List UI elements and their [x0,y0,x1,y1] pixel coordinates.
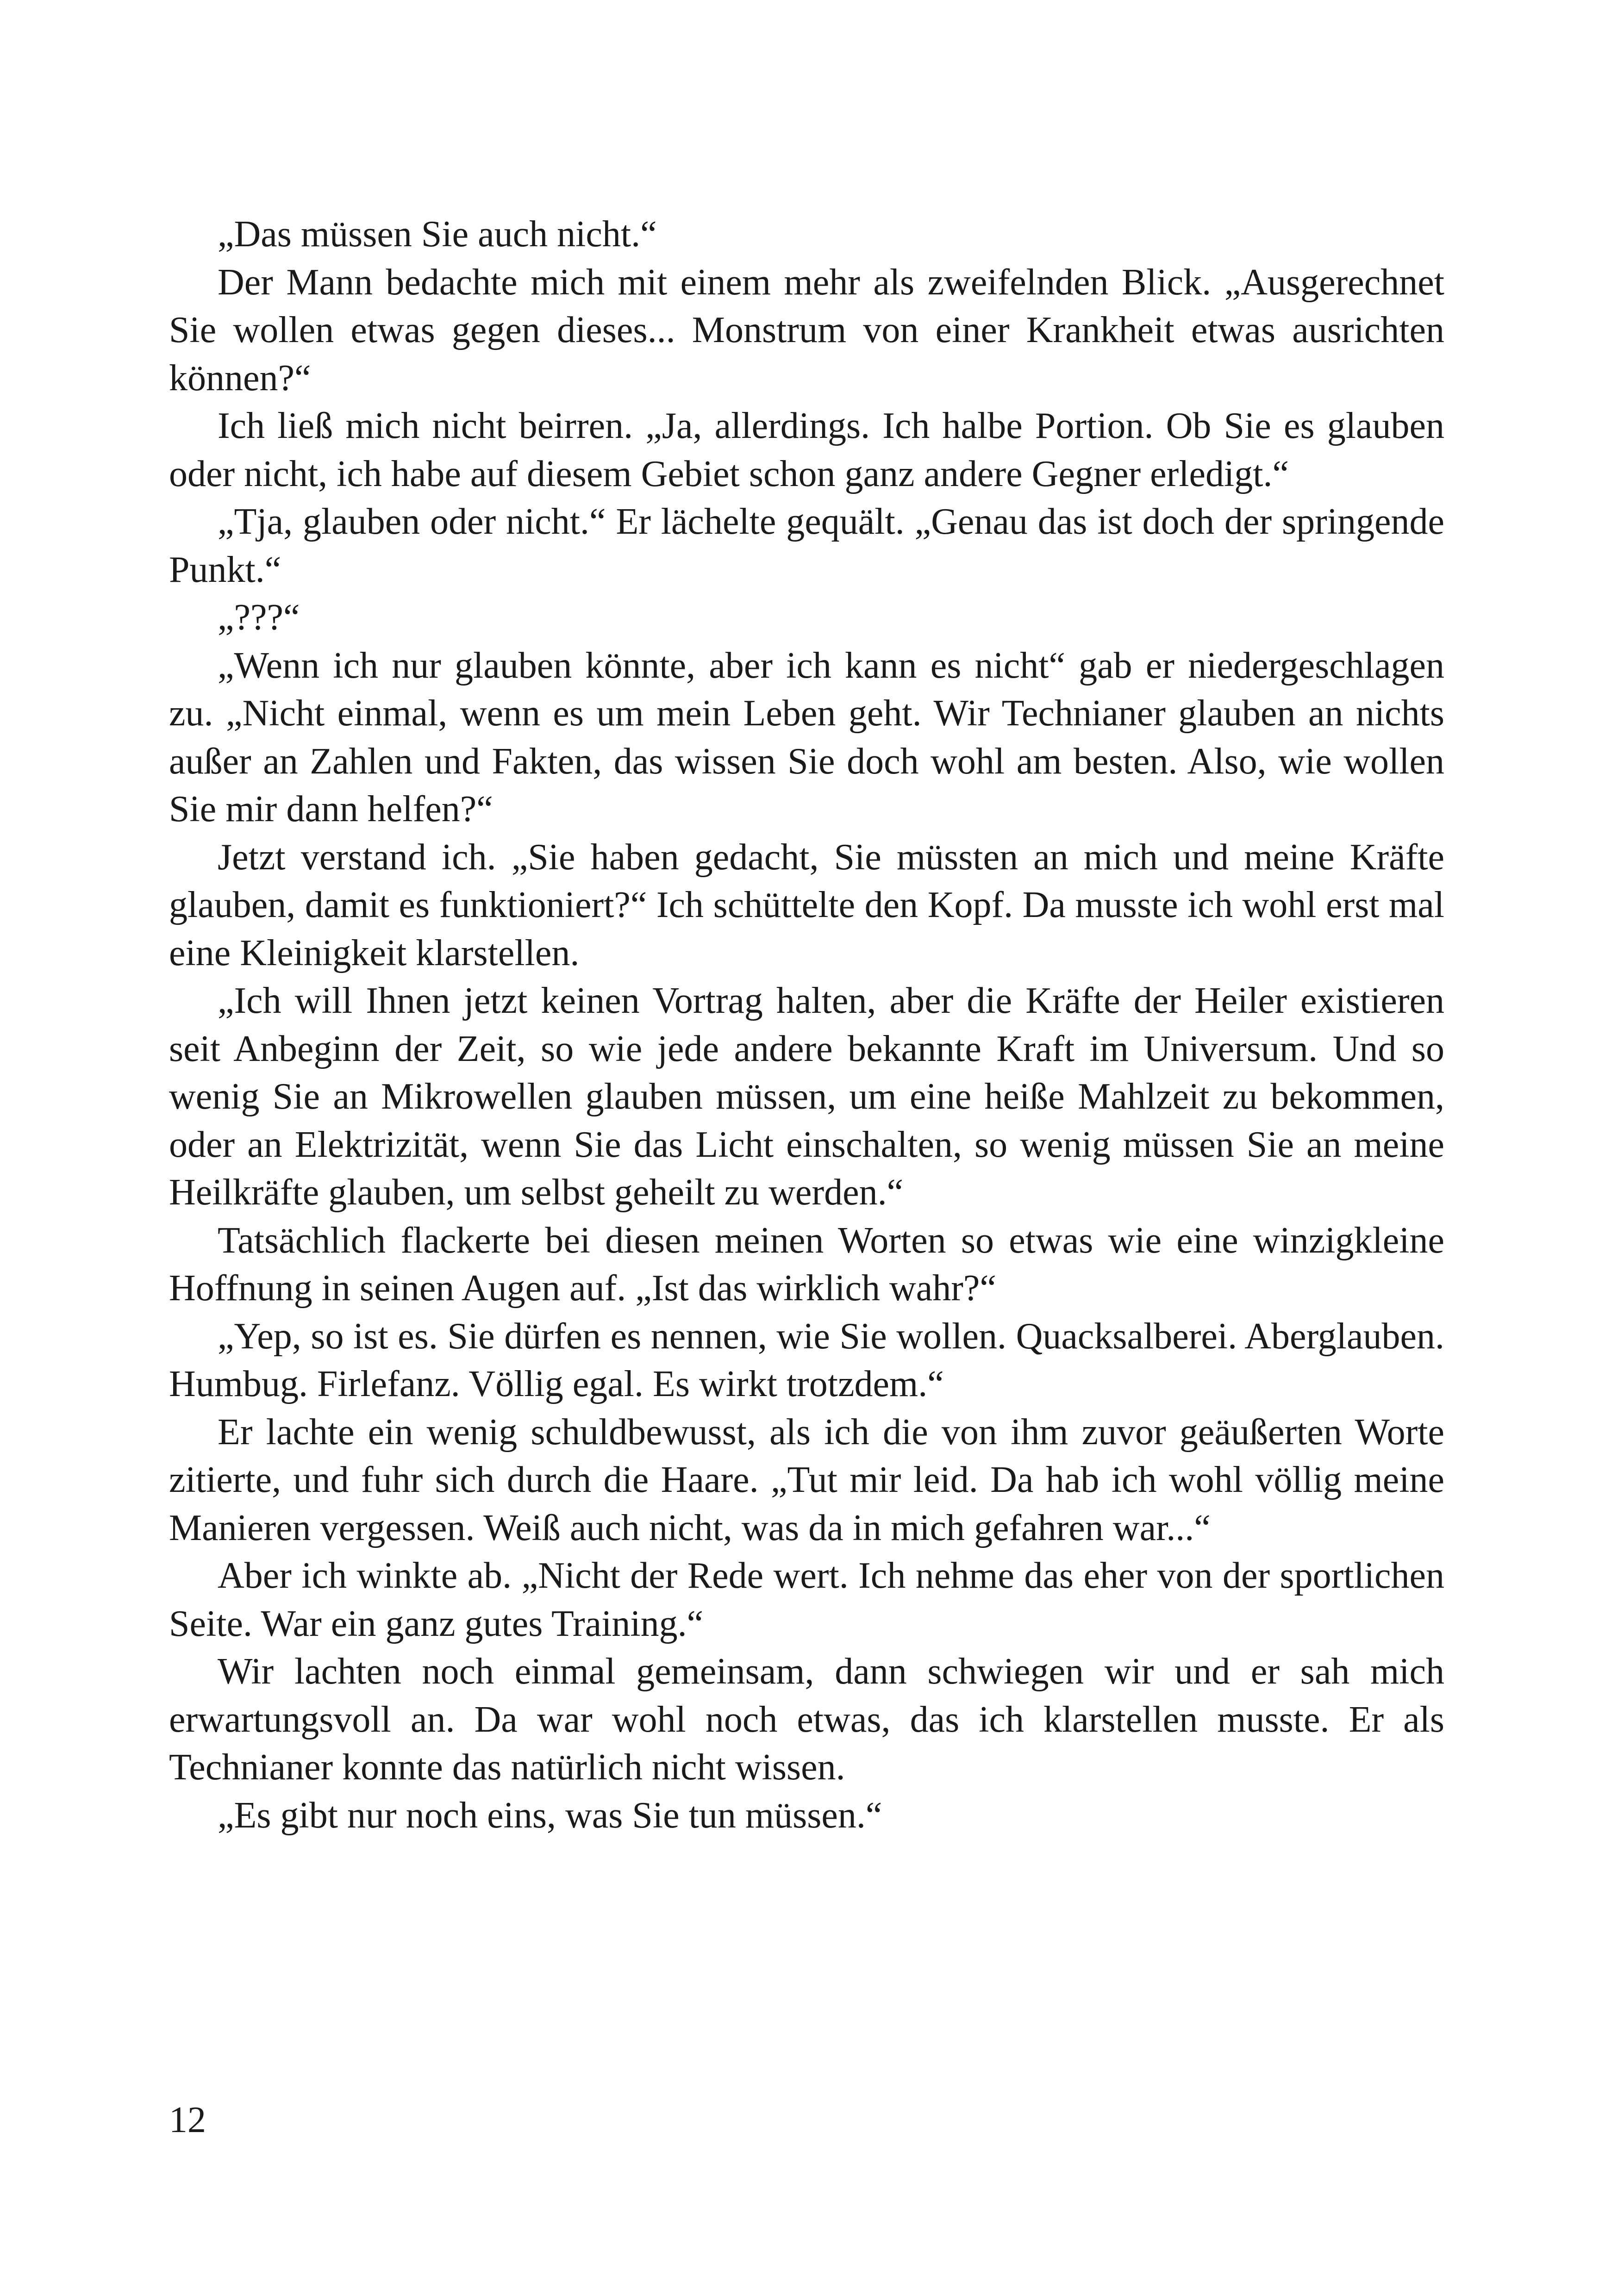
paragraph: „???“ [218,597,300,638]
paragraph: Tatsächlich flackerte bei diesen meinen Worten so etwas wie eine winzigkleine Hoffnung in seinen Augen auf. „Ist das wirklich wahr?“ [169,1220,1444,1309]
paragraph: „Es gibt nur noch eins, was Sie tun müssen.“ [218,1795,882,1836]
paragraph: „Wenn ich nur glauben könnte, aber ich kann es nicht“ gab er niedergeschlagen zu. „Nicht einmal, wenn es um mein Leben geht. Wir Technianer glauben an nichts außer an Zahlen und Fakten, das wissen Sie doch wohl am besten. Also, wie wollen Sie mir dann helfen?“ [169,645,1444,829]
paragraph: Ich ließ mich nicht beirren. „Ja, allerdings. Ich halbe Portion. Ob Sie es glauben oder nicht, ich habe auf diesem Gebiet schon ganz andere Gegner erledigt.“ [169,405,1444,494]
paragraph: Er lachte ein wenig schuldbewusst, als ich die von ihm zuvor geäußerten Worte zitierte, und fuhr sich durch die Haare. „Tut mir leid. Da hab ich wohl völlig meine Manieren vergessen. Weiß auch nicht, was da in mich gefahren war...“ [169,1411,1444,1548]
paragraph: Der Mann bedachte mich mit einem mehr als zweifelnden Blick. „Ausgerechnet Sie wollen etwas gegen dieses... Monstrum von einer Krankheit etwas ausrichten können?“ [169,262,1444,399]
paragraph: Wir lachten noch einmal gemeinsam, dann schwiegen wir und er sah mich erwartungsvoll an. Da war wohl noch etwas, das ich klarstellen musste. Er als Technianer konnte das natürlich nicht wissen. [169,1651,1444,1788]
body-text [169,211,1444,1840]
paragraph: „Tja, glauben oder nicht.“ Er lächelte gequält. „Genau das ist doch der springende Punkt.“ [169,501,1444,590]
page-number: 12 [169,2100,206,2140]
paragraph: Jetzt verstand ich. „Sie haben gedacht, Sie müssten an mich und meine Kräfte glauben, damit es funktioniert?“ Ich schüttelte den Kopf. Da musste ich wohl erst mal eine Kleinigkeit klarstellen. [169,836,1444,973]
paragraph: „Das müssen Sie auch nicht.“ [218,214,657,255]
paragraph: „Ich will Ihnen jetzt keinen Vortrag halten, aber die Kräfte der Heiler existieren seit Anbeginn der Zeit, so wie jede andere bekannte Kraft im Universum. Und so wenig Sie an Mikrowellen glauben müssen, um eine heiße Mahlzeit zu bekommen, oder an Elektrizität, wenn Sie das Licht einschalten, so wenig müssen Sie an meine Heilkräfte glauben, um selbst geheilt zu werden.“ [169,980,1444,1213]
paragraph: Aber ich winkte ab. „Nicht der Rede wert. Ich nehme das eher von der sportlichen Seite. War ein ganz gutes Training.“ [169,1555,1444,1644]
paragraph: „Yep, so ist es. Sie dürfen es nennen, wie Sie wollen. Quacksalberei. Aberglauben. Humbug. Firlefanz. Völlig egal. Es wirkt trotzdem.“ [169,1316,1444,1404]
